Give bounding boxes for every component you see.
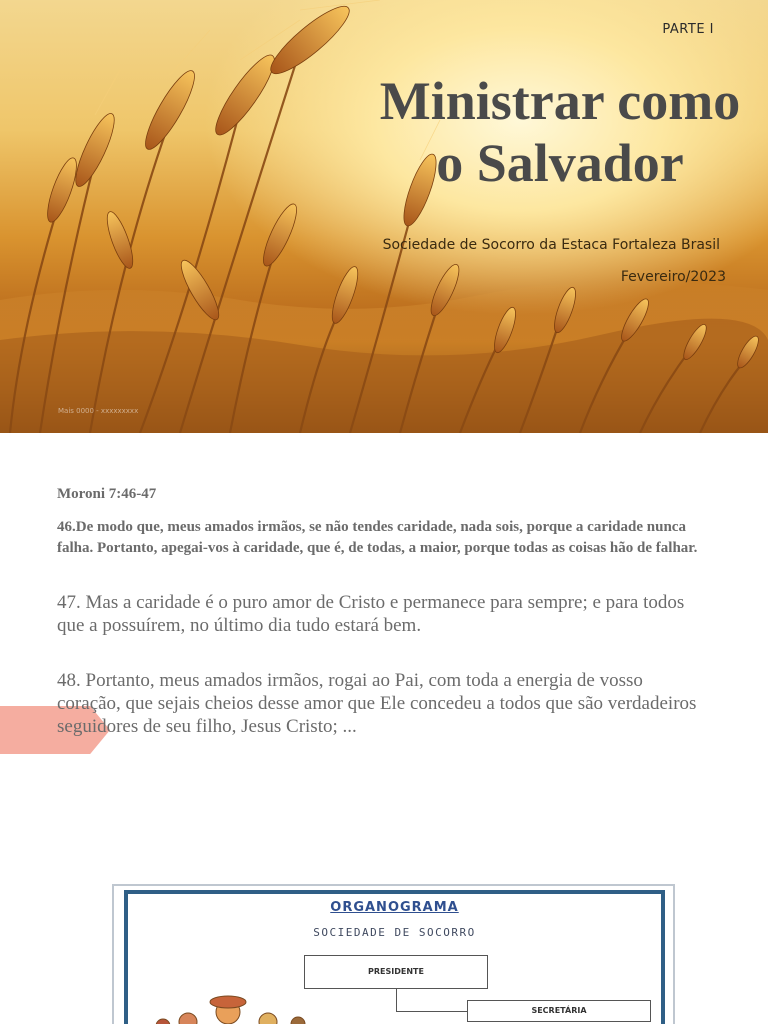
org-chart-title: ORGANOGRAMA: [330, 900, 459, 915]
cover-date: Fevereiro/2023: [620, 269, 726, 285]
cover-subtitle: Sociedade de Socorro da Estaca Fortaleza Brasil: [382, 237, 720, 253]
org-chart-image: [112, 884, 675, 1024]
connector-line: [396, 989, 397, 1011]
president-box: PRESIDENTE: [304, 955, 488, 989]
connector-line: [396, 1011, 467, 1012]
cover-title-line2: o Salvador: [436, 133, 684, 193]
photo-credit: Mais 0000 - xxxxxxxxx: [58, 407, 139, 415]
verse-48: 48. Portanto, meus amados irmãos, rogai ao Pai, com toda a energia de vosso coração, que sejais cheios desse amor que Ele concedeu a todos que são verdadeiros seguidores de seu filho, Jesus Cristo; ...: [57, 670, 697, 737]
org-chart-frame: [124, 890, 665, 1024]
cartoon-children-illustration: [148, 990, 328, 1024]
cover-slide: [0, 0, 768, 433]
scripture-section: [57, 486, 707, 738]
wheat-field-image: [0, 0, 768, 433]
secretary-box: SECRETÁRIA: [467, 1000, 651, 1022]
scripture-reference: Moroni 7:46-47: [57, 486, 157, 502]
verse-47: 47. Mas a caridade é o puro amor de Cristo e permanece para sempre; e para todos que a possuírem, no último dia tudo estará bem.: [57, 592, 685, 636]
cover-title: [360, 70, 760, 194]
verse-46: 46.De modo que, meus amados irmãos, se não tendes caridade, nada sois, porque a caridade nunca falha. Portanto, apegai-vos à caridade, que é, de todas, a maior, porque todas as coisas hão de falhar.: [57, 519, 698, 556]
part-label: PARTE I: [662, 22, 714, 37]
org-chart-subtitle: SOCIEDADE DE SOCORRO: [313, 926, 476, 939]
cover-title-line1: Ministrar como: [379, 71, 741, 131]
